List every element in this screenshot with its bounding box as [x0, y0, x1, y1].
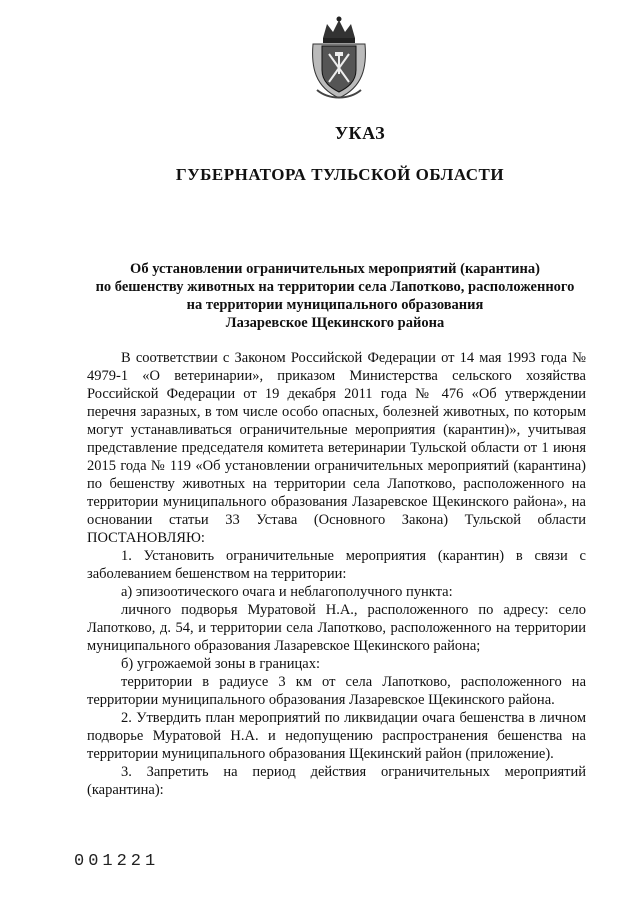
subject-line: Об установлении ограничительных мероприятий (карантина)	[130, 261, 540, 277]
serial-number: 001221	[74, 852, 160, 871]
document-subject	[70, 260, 600, 332]
coat-of-arms-icon	[309, 12, 369, 102]
subject-line: по бешенству животных на территории села Лапотково, расположенного	[95, 279, 575, 295]
body-paragraph: 1. Установить ограничительные мероприятия (карантин) в связи с заболеванием бешенством на территории:	[87, 548, 586, 582]
body-paragraph: б) угрожаемой зоны в границах:	[121, 656, 320, 672]
body-paragraph: 2. Утвердить план мероприятий по ликвидации очага бешенства в личном подворье Муратовой Н.А. и недопущению распространения бешенства на территории муниципального образования Щекинский район (приложение).	[87, 710, 586, 762]
subject-line: Лазаревское Щекинского района	[225, 315, 445, 331]
document-body	[87, 349, 586, 799]
document-issuer: ГУБЕРНАТОРА ТУЛЬСКОЙ ОБЛАСТИ	[175, 165, 505, 184]
body-paragraph: а) эпизоотического очага и неблагополучного пункта:	[121, 584, 453, 600]
body-paragraph: личного подворья Муратовой Н.А., расположенного по адресу: село Лапотково, д. 54, и территории села Лапотково, расположенного на территории муниципального образования Лазаревское Щекинского района;	[87, 602, 586, 654]
document-title: УКАЗ	[334, 123, 386, 143]
subject-line: на территории муниципального образования	[186, 297, 484, 313]
body-paragraph: 3. Запретить на период действия ограничительных мероприятий (карантина):	[87, 764, 586, 798]
body-paragraph: В соответствии с Законом Российской Федерации от 14 мая 1993 года № 4979-1 «О ветеринарии», приказом Министерства сельского хозяйства Российской Федерации от 19 декабря 2011 года № 476 «Об утверждении перечня заразных, в том числе особо опасных, болезней животных, по которым могут устанавливаться ограничительные мероприятия (карантин)», учитывая представление председателя комитета ветеринарии Тульской области от 1 июня 2015 года № 119 «Об установлении ограничительных мероприятий (карантина) по бешенству животных на территории села Лапотково, расположенного на территории муниципального образования Лазаревское Щекинского района», на основании статьи 33 Устава (Основного Закона) Тульской области ПОСТАНОВЛЯЮ:	[87, 350, 586, 546]
body-paragraph: территории в радиусе 3 км от села Лапотково, расположенного на территории муниципального образования Лазаревское Щекинского района.	[87, 674, 586, 708]
